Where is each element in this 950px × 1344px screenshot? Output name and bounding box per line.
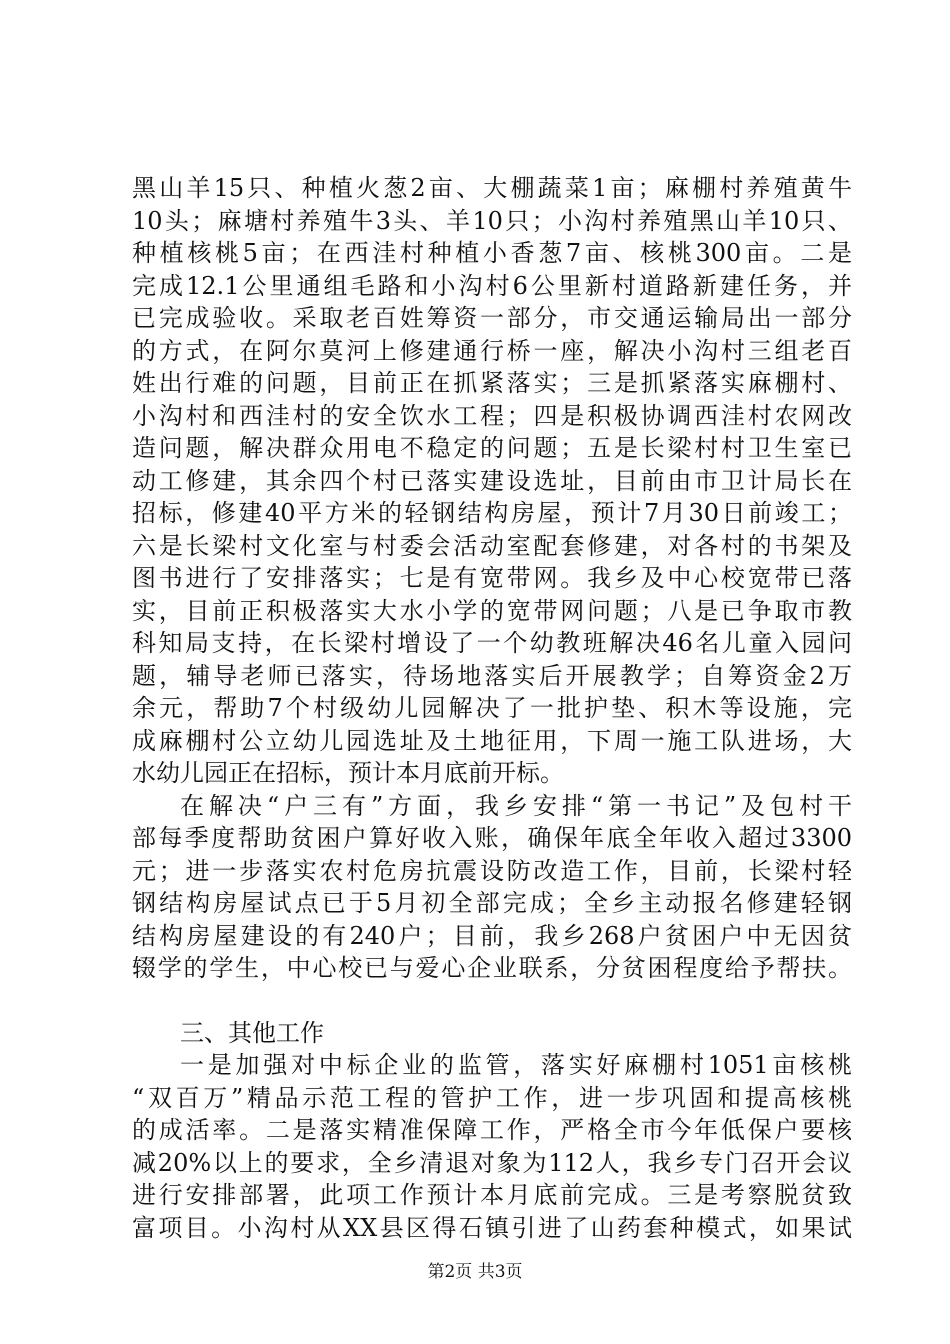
text-line: 一是加强对中标企业的监管，落实好麻棚村1051亩核桃 — [180, 1051, 852, 1079]
text-line: 种植核桃5亩；在西洼村种植小香葱7亩、核桃300亩。二是 — [132, 239, 852, 267]
text-line: 题，辅导老师已落实，待场地落实后开展教学；自筹资金2万 — [132, 661, 852, 690]
text-line: 富项目。小沟村从XX县区得石镇引进了山药套种模式，如果试 — [132, 1213, 852, 1242]
text-line: 减20%以上的要求，全乡清退对象为112人，我乡专门召开会议 — [132, 1148, 852, 1177]
text-line: 余元，帮助7个村级幼儿园解决了一批护垫、积木等设施，完 — [132, 694, 852, 722]
text-line: 10头；麻塘村养殖牛3头、羊10只；小沟村养殖黑山羊10只、 — [132, 206, 852, 235]
text-line: 图书进行了安排落实；七是有宽带网。我乡及中心校宽带已落 — [132, 564, 852, 592]
text-line: 部每季度帮助贫困户算好收入账，确保年底全年收入超过3300 — [132, 824, 852, 852]
page-number-label: 第2页 共3页 — [427, 1262, 523, 1282]
text-line: 在解决“户三有”方面，我乡安排“第一书记”及包村干 — [180, 791, 852, 820]
text-line: 姓出行难的问题，目前正在抓紧落实；三是抓紧落实麻棚村、 — [132, 369, 852, 397]
text-line: 实，目前正积极落实大水小学的宽带网问题；八是已争取市教 — [132, 596, 852, 625]
text-line: “双百万”精品示范工程的管护工作，进一步巩固和提高核桃 — [132, 1083, 852, 1112]
document-body — [132, 172, 852, 1244]
text-line: 招标，修建40平方米的轻钢结构房屋，预计7月30日前竣工； — [132, 499, 852, 527]
text-line: 的成活率。二是落实精准保障工作，严格全市今年低保户要核 — [132, 1116, 852, 1144]
text-line: 成麻棚村公立幼儿园选址及土地征用，下周一施工队进场，大 — [132, 726, 852, 755]
text-line: 动工修建，其余四个村已落实建设选址，目前由市卫计局长在 — [132, 466, 852, 495]
text-line: 完成12.1公里通组毛路和小沟村6公里新村道路新建任务，并 — [132, 271, 852, 300]
text-line: 元；进一步落实农村危房抗震设防改造工作，目前，长梁村轻 — [132, 856, 852, 885]
text-line: 钢结构房屋试点已于5月初全部完成；全乡主动报名修建轻钢 — [132, 889, 852, 917]
section-heading: 三、其他工作 — [180, 1018, 324, 1047]
text-line: 小沟村和西洼村的安全饮水工程；四是积极协调西洼村农网改 — [132, 401, 852, 430]
text-line: 已完成验收。采取老百姓筹资一部分，市交通运输局出一部分 — [132, 304, 852, 332]
text-line: 六是长梁村文化室与村委会活动室配套修建，对各村的书架及 — [132, 531, 852, 560]
text-line: 科知局支持，在长梁村增设了一个幼教班解决46名儿童入园问 — [132, 629, 852, 657]
text-line: 进行安排部署，此项工作预计本月底前完成。三是考察脱贫致 — [132, 1181, 852, 1209]
text-line: 的方式，在阿尔莫河上修建通行桥一座，解决小沟村三组老百 — [132, 336, 852, 365]
text-line: 水幼儿园正在招标，预计本月底前开标。 — [132, 759, 564, 787]
paragraph-gap — [132, 985, 852, 1017]
text-line: 造问题，解决群众用电不稳定的问题；五是长梁村村卫生室已 — [132, 434, 852, 462]
text-line: 辍学的学生，中心校已与爱心企业联系，分贫困程度给予帮扶。 — [132, 954, 852, 982]
page-footer — [0, 1262, 950, 1282]
text-line: 结构房屋建设的有240户；目前，我乡268户贫困户中无因贫 — [132, 921, 852, 950]
text-line: 黑山羊15只、种植火葱2亩、大棚蔬菜1亩；麻棚村养殖黄牛 — [132, 174, 852, 202]
